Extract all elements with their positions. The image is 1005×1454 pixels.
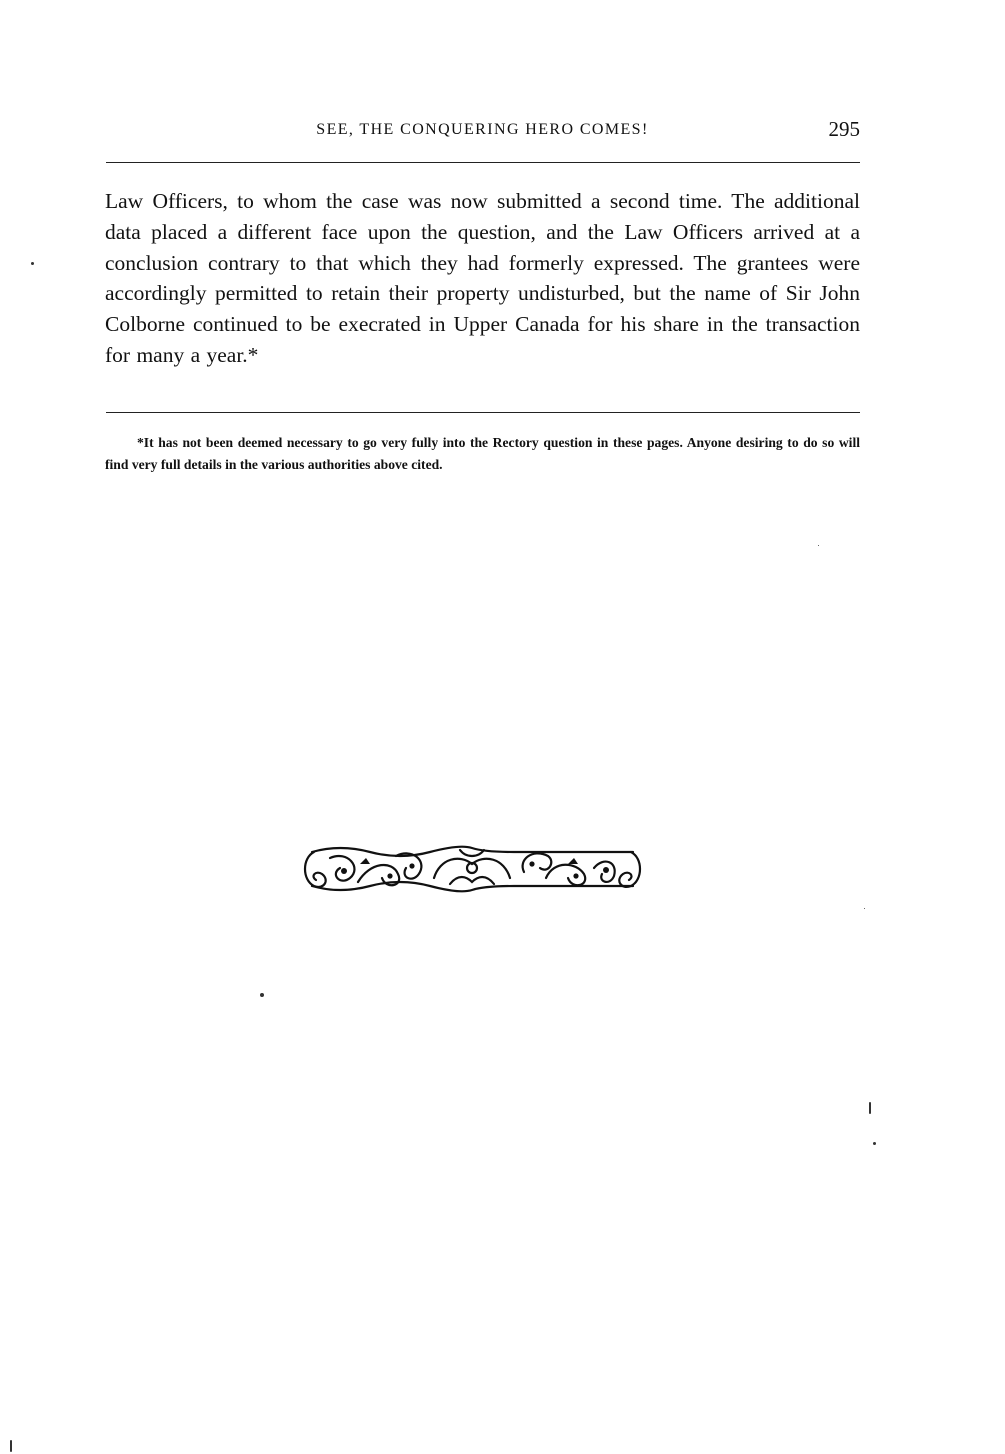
page-number: 295 [828,117,860,141]
floral-scroll-ornament-icon [300,838,645,900]
ink-speck [869,1102,871,1114]
footnote-rule [106,412,860,413]
ink-speck [31,262,34,265]
ink-speck [10,1440,12,1452]
ink-speck [864,908,865,909]
ink-speck [873,1142,876,1145]
running-head [105,117,860,151]
body-paragraph: Law Officers, to whom the case was now submitted a second time. The additional data placed a different face upon the question, and the Law Officers arrived at a conclusion contrary to that which they had formerly expressed. The grantees were accordingly permitted to retain their property undisturbed, but the name of Sir John Colborne continued to be execrated in Upper Canada for his share in the transaction for many a year.* [105,189,860,367]
ink-speck [818,545,819,546]
header-rule [106,162,860,163]
running-title: SEE, THE CONQUERING HERO COMES! [316,121,649,138]
footnote: *It has not been deemed necessary to go very fully into the Rectory question in these pages. Anyone desiring to do so will find very full details in the various authorities above cited. [105,435,860,472]
ink-speck [260,993,264,997]
